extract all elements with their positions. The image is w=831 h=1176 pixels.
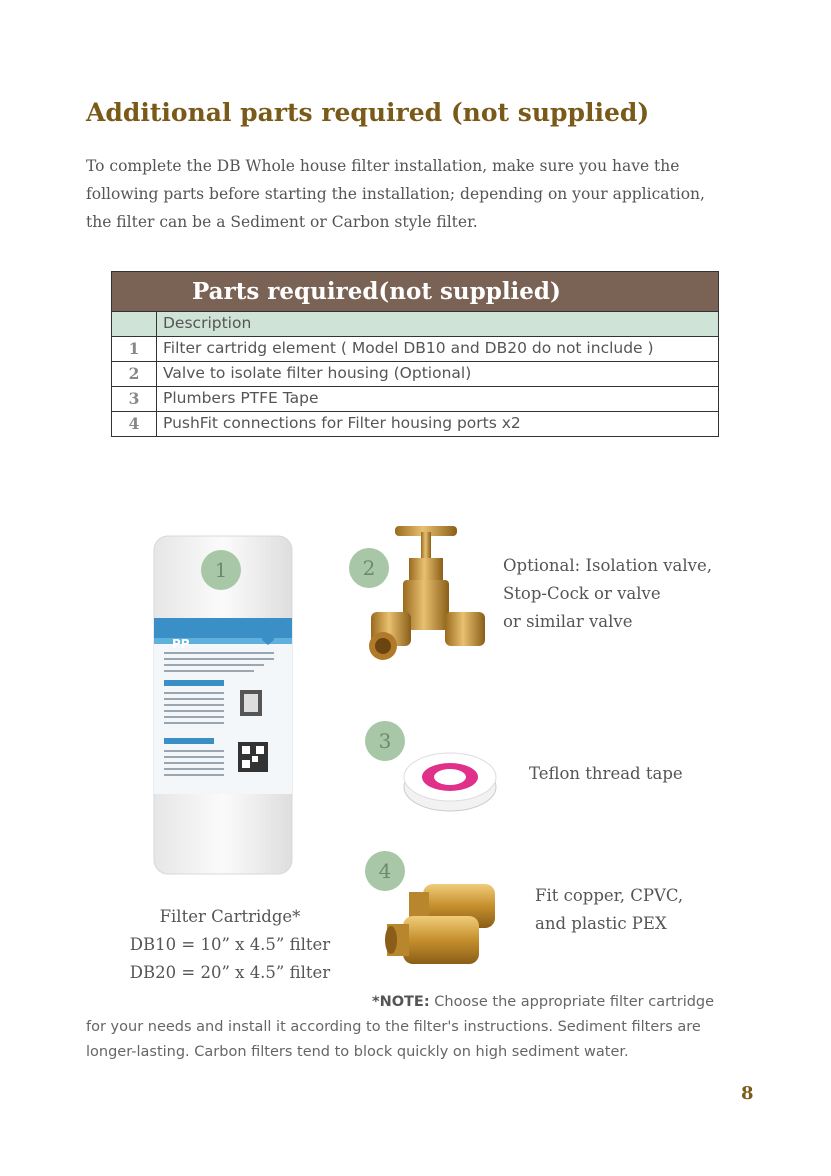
- intro-paragraph: [86, 152, 766, 236]
- page-title: Additional parts required (not supplied): [86, 98, 650, 127]
- isolation-valve-image: [365, 518, 495, 678]
- valve-caption: [503, 552, 712, 636]
- cartridge-caption-line: Filter Cartridge*: [159, 907, 301, 926]
- fitting-caption-line: and plastic PEX: [535, 914, 667, 933]
- table-header-description: Description: [163, 314, 252, 332]
- note-label: *NOTE:: [372, 994, 430, 1010]
- table-row-desc: Filter cartridg element ( Model DB10 and DB20 do not include ): [163, 339, 654, 357]
- pushfit-fittings-image: [383, 878, 503, 978]
- badge-2: 2: [349, 548, 389, 588]
- valve-caption-line: Optional: Isolation valve,: [503, 556, 712, 575]
- note-text: Choose the appropriate filter cartridge: [434, 994, 715, 1010]
- table-row-num: 1: [112, 337, 157, 361]
- note-line-2: for your needs and install it according to the filter's instructions. Sediment filters are: [86, 1019, 701, 1035]
- intro-line: following parts before starting the installation; depending on your application,: [86, 185, 705, 203]
- valve-caption-line: or similar valve: [503, 612, 633, 631]
- note-line-3: longer-lasting. Carbon filters tend to block quickly on high sediment water.: [86, 1044, 629, 1060]
- fitting-caption-line: Fit copper, CPVC,: [535, 886, 684, 905]
- table-row-num: 3: [112, 387, 157, 411]
- table-row: [112, 387, 718, 412]
- table-header-row: [112, 312, 718, 337]
- valve-caption-line: Stop-Cock or valve: [503, 584, 661, 603]
- table-row: [112, 337, 718, 362]
- table-row-desc: Valve to isolate filter housing (Optional): [163, 364, 472, 382]
- intro-line: To complete the DB Whole house filter installation, make sure you have the: [86, 157, 680, 175]
- cartridge-brand: PP: [172, 637, 190, 651]
- table-row-num: 2: [112, 362, 157, 386]
- badge-4: 4: [365, 851, 405, 891]
- cartridge-caption: [120, 903, 340, 987]
- note-line-1: [372, 994, 714, 1010]
- table-header-num: [112, 312, 157, 336]
- table-row-desc: Plumbers PTFE Tape: [163, 389, 319, 407]
- fitting-caption: [535, 882, 683, 938]
- table-row: [112, 412, 718, 436]
- parts-table: [111, 271, 719, 437]
- table-row-desc: PushFit connections for Filter housing ports x2: [163, 414, 521, 432]
- cartridge-caption-line: DB20 = 20” x 4.5” filter: [129, 963, 331, 982]
- teflon-tape-image: [400, 745, 500, 815]
- page-number: 8: [741, 1083, 754, 1104]
- badge-1: 1: [201, 550, 241, 590]
- table-row: [112, 362, 718, 387]
- parts-table-title: Parts required(not supplied): [112, 272, 718, 312]
- intro-line: the filter can be a Sediment or Carbon style filter.: [86, 213, 478, 231]
- badge-3: 3: [365, 721, 405, 761]
- tape-caption: Teflon thread tape: [529, 764, 683, 783]
- cartridge-caption-line: DB10 = 10” x 4.5” filter: [129, 935, 331, 954]
- table-row-num: 4: [112, 412, 157, 436]
